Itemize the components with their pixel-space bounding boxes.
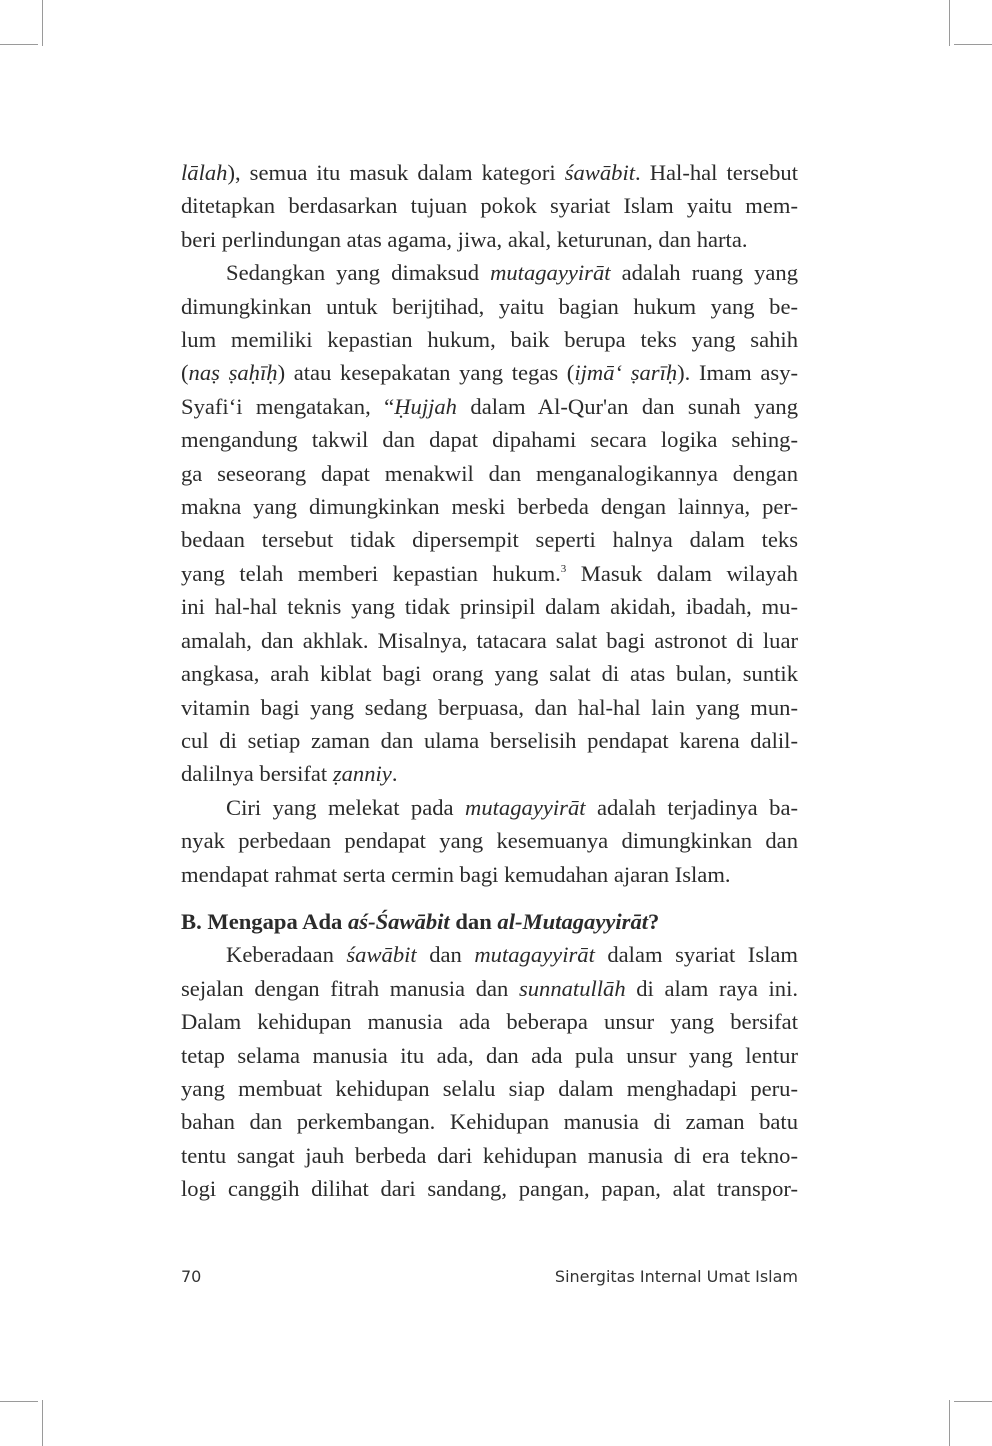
text-line	[181, 189, 798, 222]
text-run: aś-Śawābit	[347, 908, 450, 934]
text-run: bahan dan perkembangan. Kehidupan manusia di zaman batu	[181, 1109, 798, 1135]
text-run: naṣ ṣaḥīḥ	[188, 360, 278, 386]
crop-mark	[949, 0, 950, 46]
text-run: adalah ruang yang	[610, 260, 799, 286]
running-title: Sinergitas Internal Umat Islam	[554, 1267, 798, 1286]
text-run: vitamin bagi yang sedang berpuasa, dan hal-hal lain yang mun-	[181, 694, 798, 720]
text-run: adalah terjadinya ba-	[585, 794, 798, 820]
text-line	[181, 423, 798, 456]
text-run: angkasa, arah kiblat bagi orang yang salat di atas bulan, suntik	[181, 661, 798, 687]
text-run: . Hal-hal tersebut	[635, 160, 799, 185]
page-body	[181, 156, 798, 1206]
text-line	[181, 356, 798, 389]
text-run: Ḥujjah	[394, 393, 457, 419]
crop-mark	[42, 0, 43, 46]
text-line	[181, 590, 798, 623]
text-run: tentu sangat jauh berbeda dari kehidupan manusia di era tekno-	[181, 1142, 798, 1168]
text-run: beri perlindungan atas agama, jiwa, akal, keturunan, dan harta.	[181, 226, 748, 252]
text-line	[181, 156, 798, 189]
text-run: dalam Al-Qur'an dan sunah yang	[456, 393, 799, 419]
text-line	[181, 724, 798, 757]
text-run: śawābit	[564, 160, 635, 185]
crop-mark	[42, 1400, 43, 1446]
text-run: di alam raya ini.	[625, 975, 798, 1001]
text-run: lālah	[181, 160, 228, 185]
text-run: ditetapkan berdasarkan tujuan pokok syariat Islam yaitu mem-	[181, 193, 798, 219]
crop-mark	[949, 1400, 950, 1446]
crop-mark	[0, 1401, 38, 1402]
text-run: dalam syariat Islam	[594, 942, 799, 968]
text-line	[181, 858, 798, 891]
text-run: amalah, dan akhlak. Misalnya, tatacara salat bagi astronot di luar	[181, 627, 798, 653]
text-run: Keberadaan	[226, 942, 347, 968]
text-run: mendapat rahmat serta cermin bagi kemudahan ajaran Islam.	[181, 861, 731, 887]
text-run: ?	[648, 908, 660, 934]
text-run: mengandung takwil dan dapat dipahami secara logika sehing-	[181, 427, 798, 453]
section-heading	[181, 905, 798, 938]
text-line	[181, 1105, 798, 1138]
text-run: ), semua itu masuk dalam kategori	[227, 160, 565, 185]
text-run: al-Mutagayyirāt	[497, 908, 649, 934]
footnote-marker: 3	[560, 562, 567, 575]
page-number: 70	[181, 1267, 202, 1286]
text-line	[181, 256, 798, 289]
text-line	[181, 824, 798, 857]
text-line	[181, 523, 798, 556]
text-line	[181, 1139, 798, 1172]
text-run: Ciri yang melekat pada	[226, 794, 466, 820]
text-run: Sedangkan yang dimaksud	[226, 260, 491, 286]
text-run: ) atau kesepakatan yang tegas (	[277, 360, 575, 386]
text-run: nyak perbedaan pendapat yang kesemuanya dimungkinkan dan	[181, 828, 798, 854]
text-line	[181, 557, 798, 590]
text-run: ijmā‘ ṣarīḥ	[574, 360, 678, 386]
text-line	[181, 938, 798, 971]
text-line	[181, 457, 798, 490]
text-run: ẓanniy	[332, 761, 392, 787]
text-line	[181, 223, 798, 256]
text-line	[181, 757, 798, 790]
text-line	[181, 290, 798, 323]
text-run: sunnatullāh	[518, 975, 626, 1001]
text-run: cul di setiap zaman dan ulama berselisih pendapat karena dalil-	[181, 727, 798, 753]
text-run: tetap selama manusia itu ada, dan ada pula unsur yang lentur	[181, 1042, 798, 1068]
crop-mark	[0, 44, 38, 45]
page-footer	[181, 1267, 798, 1291]
text-line	[181, 323, 798, 356]
text-run: sejalan dengan fitrah manusia dan	[181, 975, 519, 1001]
text-line	[181, 1039, 798, 1072]
text-run: yang telah memberi kepastian hukum.	[181, 560, 561, 586]
text-run: ga seseorang dapat menakwil dan menganalogikannya dengan	[181, 460, 798, 486]
text-run: (	[181, 360, 189, 386]
text-line	[181, 972, 798, 1005]
text-line	[181, 691, 798, 724]
text-run: yang membuat kehidupan selalu siap dalam menghadapi peru-	[181, 1075, 798, 1101]
text-run: makna yang dimungkinkan meski berbeda dengan lainnya, per-	[181, 494, 798, 520]
text-run: ini hal-hal teknis yang tidak prinsipil dalam akidah, ibadah, mu-	[181, 594, 798, 620]
crop-mark	[954, 1401, 992, 1402]
text-line	[181, 490, 798, 523]
text-run: dan	[449, 908, 498, 934]
text-run: dan	[416, 942, 475, 968]
text-run: logi canggih dilihat dari sandang, pangan, papan, alat transpor-	[181, 1176, 798, 1202]
text-run: bedaan tersebut tidak dipersempit seperti halnya dalam teks	[181, 527, 798, 553]
text-run: mutagayyirāt	[474, 942, 595, 968]
text-run: lum memiliki kepastian hukum, baik berupa teks yang sahih	[181, 327, 798, 353]
crop-mark	[954, 44, 992, 45]
text-line	[181, 657, 798, 690]
text-run: Masuk dalam wilayah	[566, 560, 798, 586]
text-run: ). Imam asy-	[677, 360, 799, 386]
text-run: dalilnya bersifat	[181, 761, 333, 787]
text-run: dimungkinkan untuk berijtihad, yaitu bagian hukum yang be-	[181, 293, 798, 319]
text-line	[181, 1172, 798, 1205]
text-line	[181, 1005, 798, 1038]
text-line	[181, 390, 798, 423]
text-run: Syafi‘i mengatakan, “	[181, 393, 395, 419]
text-line	[181, 624, 798, 657]
text-run: .	[391, 761, 398, 787]
text-line	[181, 791, 798, 824]
text-run: mutagayyirāt	[490, 260, 611, 286]
text-run: śawābit	[346, 942, 417, 968]
text-run: B. Mengapa Ada	[181, 908, 348, 934]
text-run: Dalam kehidupan manusia ada beberapa unsur yang bersifat	[181, 1009, 798, 1035]
text-run: mutagayyirāt	[465, 794, 586, 820]
text-line	[181, 1072, 798, 1105]
